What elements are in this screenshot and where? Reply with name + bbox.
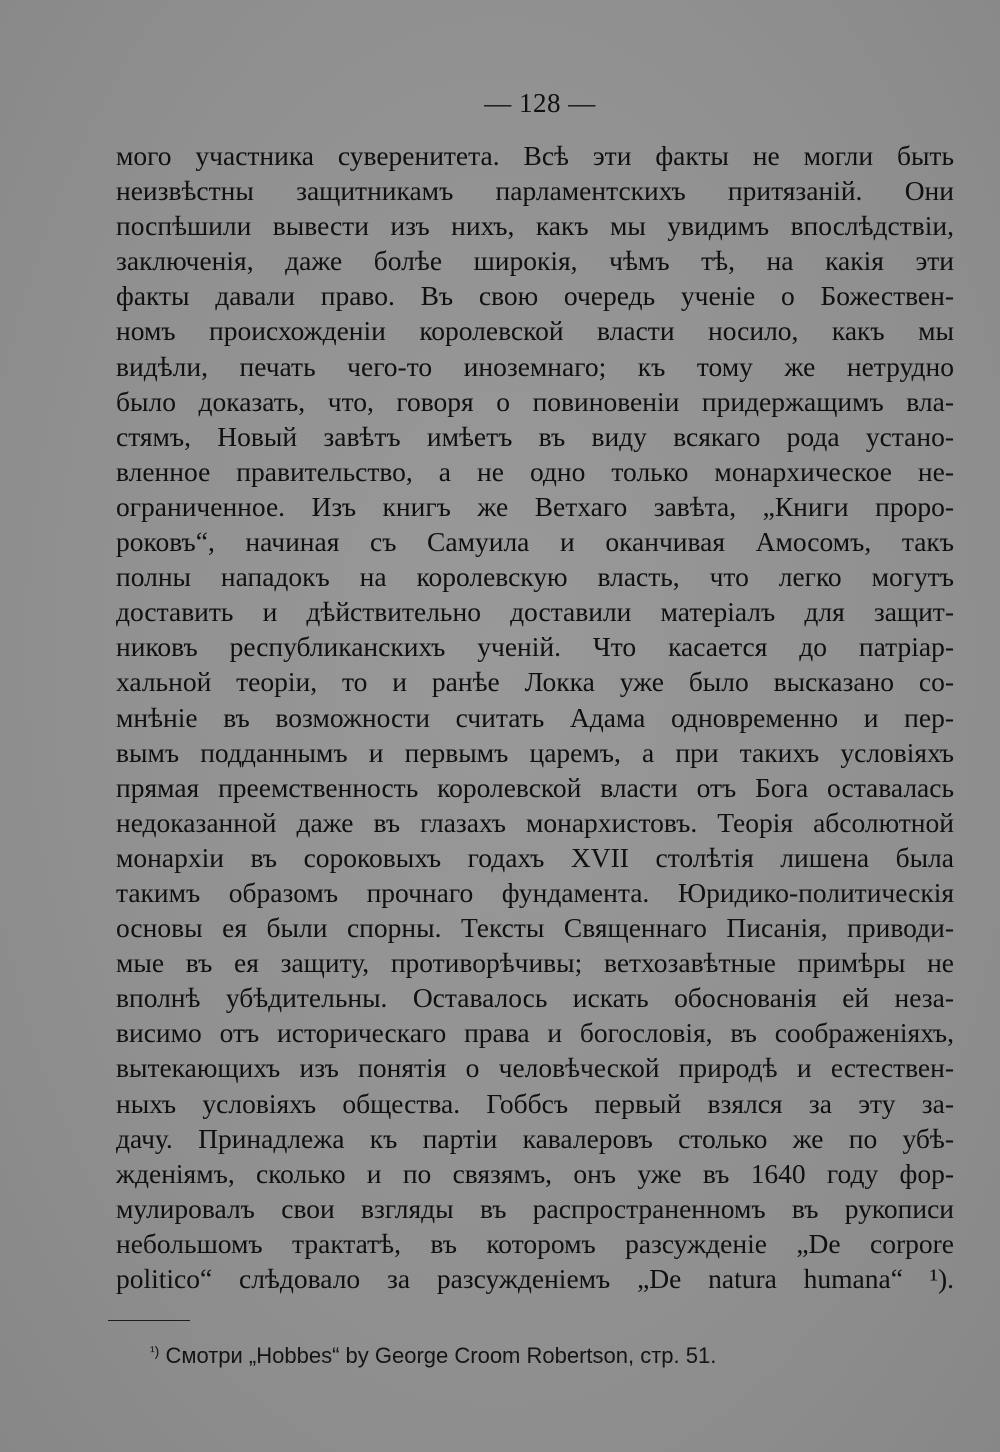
text-line: неизвѣстны защитникамъ парламентскихъ притязаній. Они: [116, 175, 954, 207]
text-line: вымъ подданнымъ и первымъ царемъ, а при такихъ условіяхъ: [116, 736, 954, 768]
text-line: мые въ ея защиту, противорѣчивы; ветхозавѣтные примѣры не: [116, 947, 954, 979]
text-line: видѣли, печать чего-то иноземнаго; къ тому же нетрудно: [116, 350, 954, 382]
text-line: было доказать, что, говоря о повиновеніи придержащимъ вла-: [116, 385, 954, 417]
text-line: ныхъ условіяхъ общества. Гоббсъ первый взялся за эту за-: [116, 1087, 954, 1119]
text-line: основы ея были спорны. Тексты Священнаго Писанія, приводи-: [116, 912, 954, 944]
text-line: жденіямъ, сколько и по связямъ, онъ уже въ 1640 году фор-: [116, 1157, 954, 1189]
text-line: вытекающихъ изъ понятія о человѣческой природѣ и естествен-: [116, 1052, 954, 1084]
page-number: — 128 —: [484, 88, 596, 118]
text-line: хальной теоріи, то и ранѣе Локка уже было высказано со-: [116, 666, 954, 698]
text-line: такимъ образомъ прочнаго фундамента. Юридико-политическія: [116, 876, 954, 908]
text-line: прямая преемственность королевской власти отъ Бога оставалась: [116, 771, 954, 803]
text-line: стямъ, Новый завѣтъ имѣетъ въ виду всякаго рода устано-: [116, 420, 954, 452]
text-line: вленное правительство, а не одно только монархическое не-: [116, 455, 954, 487]
footnote: [150, 1336, 716, 1371]
footnote-divider: [108, 1320, 190, 1321]
text-line: небольшомъ трактатѣ, въ которомъ разсужденіе „De corpore: [116, 1227, 954, 1259]
text-line: роковъ“, начиная съ Самуила и оканчивая Амосомъ, такъ: [116, 526, 954, 558]
text-line: полны нападокъ на королевскую власть, что легко могутъ: [116, 561, 954, 593]
text-line: факты давали право. Въ свою очередь ученіе о Божествен-: [116, 280, 954, 312]
text-line: никовъ республиканскихъ ученій. Что касается до патріар-: [116, 631, 954, 663]
text-line: висимо отъ историческаго права и богословія, въ соображеніяхъ,: [116, 1017, 954, 1049]
text-line: номъ происхожденіи королевской власти носило, какъ мы: [116, 315, 954, 347]
text-line: дачу. Принадлежа къ партіи кавалеровъ столько же по убѣ-: [116, 1122, 954, 1154]
text-line: politico“ слѣдовало за разсужденіемъ „De natura humana“ ¹).: [116, 1263, 954, 1294]
text-line: монархіи въ сороковыхъ годахъ XVII столѣтія лишена была: [116, 841, 954, 873]
text-line: заключенія, даже болѣе широкія, чѣмъ тѣ, на какія эти: [116, 245, 954, 277]
text-line: поспѣшили вывести изъ нихъ, какъ мы увидимъ впослѣдствіи,: [116, 210, 954, 242]
text-line: доставить и дѣйствительно доставили матеріалъ для защит-: [116, 596, 954, 628]
text-line: недоказанной даже въ глазахъ монархистовъ. Теорія абсолютной: [116, 806, 954, 838]
body-text: [116, 138, 954, 1296]
text-line: мого участника суверенитета. Всѣ эти факты не могли быть: [116, 140, 954, 171]
text-line: вполнѣ убѣдительны. Оставалось искать обоснованія ей неза-: [116, 982, 954, 1014]
text-line: мнѣніе въ возможности считать Адама одновременно и пер-: [116, 701, 954, 733]
footnote-text: Смотри „Hobbes“ by George Croom Robertson, стр. 51.: [165, 1343, 717, 1368]
text-line: мулировалъ свои взгляды въ распространенномъ въ рукописи: [116, 1192, 954, 1224]
text-line: ограниченное. Изъ книгъ же Ветхаго завѣта, „Книги проро-: [116, 490, 954, 522]
footnote-marker: ¹): [150, 1343, 160, 1359]
